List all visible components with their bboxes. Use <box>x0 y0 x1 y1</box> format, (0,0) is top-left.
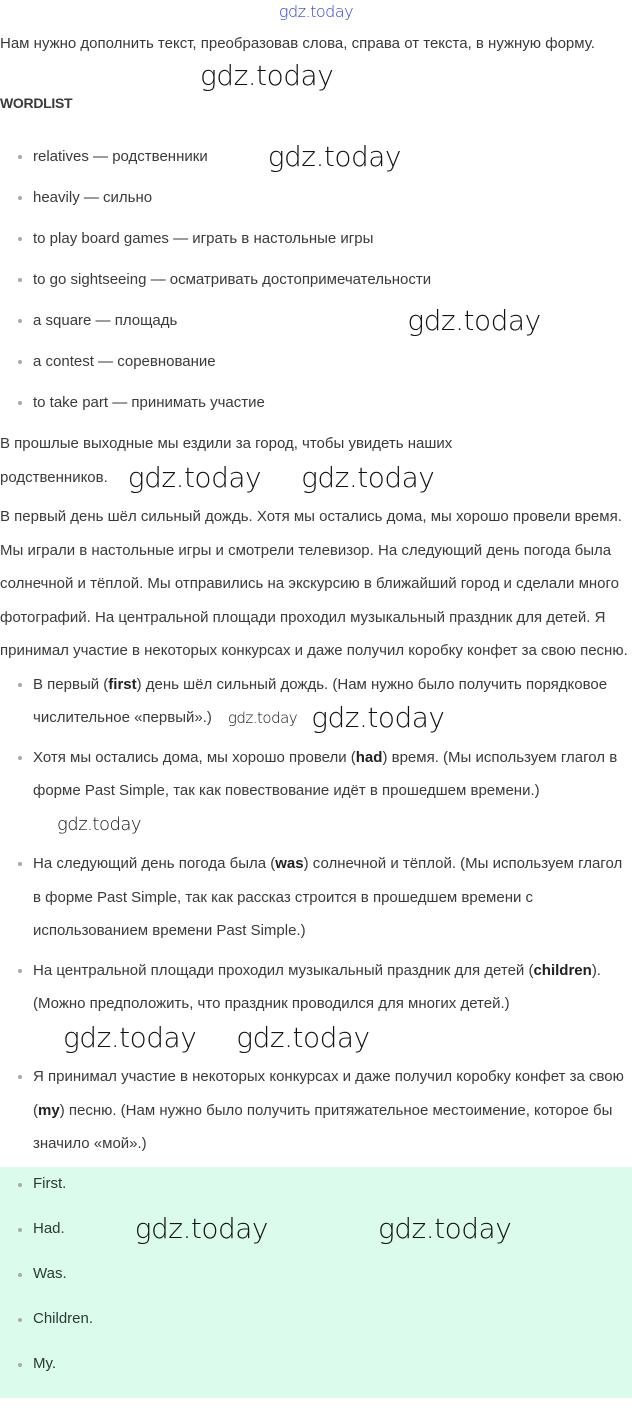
list-item: heavily — сильно <box>0 181 632 222</box>
intro-text: Нам нужно дополнить текст, преобразовав слова, справа от текста, в нужную форму. <box>0 35 595 52</box>
answer-text: Had. <box>33 1219 65 1237</box>
watermark: gdz.today <box>63 1020 197 1054</box>
watermark: gdz.today <box>227 708 298 727</box>
list-item <box>0 1060 628 1161</box>
watermark: gdz.today <box>134 1211 268 1245</box>
answer-word: children <box>533 961 592 979</box>
list-item <box>0 954 628 1055</box>
paragraph: В первый день шёл сильный дождь. Хотя мы остались дома, мы хорошо провели время. Мы играли в настольные игры и смотрели телевизор. На следующий день погода была солнечной и тёплой. Мы отправились на экскурсию в ближайший город и сделали много фотографий. На центральной площади проходил музыкальный праздник для детей. Я принимал участие в некоторых конкурсах и даже получил коробку конфет за свою песню. <box>0 508 628 659</box>
text: ). (Можно предположить, что праздник проводился для многих детей.) <box>33 961 601 1012</box>
text: ) день шёл сильный дождь. (Нам нужно было получить порядковое числительное «первый».) <box>33 675 608 726</box>
text: В первый ( <box>33 675 109 693</box>
paragraph-text: В прошлые выходные мы ездили за город, чтобы увидеть наших родственников. <box>0 435 453 486</box>
text: Я принимал участие в некоторых конкурсах и даже получил коробку конфет за свою ( <box>33 1068 624 1119</box>
text: ) время. (Мы используем глагол в форме Past Simple, так как повествование идёт в прошедшем времени.) <box>33 748 618 799</box>
list-item <box>0 304 632 345</box>
watermark: gdz.today <box>311 701 445 735</box>
answer-word: was <box>275 855 304 872</box>
text: Хотя мы остались дома, мы хорошо провели ( <box>33 748 356 766</box>
watermark: gdz.today <box>200 59 334 93</box>
answer-item: My. <box>0 1349 632 1394</box>
list-item: a contest — соревнование <box>0 345 632 386</box>
watermark: gdz.today <box>407 304 541 338</box>
answer-item: First. <box>0 1169 632 1214</box>
answer-word: had <box>355 748 383 766</box>
watermark: gdz.today <box>236 1020 370 1054</box>
text: На центральной площади проходил музыкальный праздник для детей ( <box>33 961 534 979</box>
text: ) песню. (Нам нужно было получить притяжательное местоимение, которое бы значило «мой».) <box>33 1101 613 1152</box>
wordlist-title: WORDLIST <box>0 95 73 111</box>
watermark: gdz.today <box>301 460 435 494</box>
answer-item: Children. <box>0 1304 632 1349</box>
list-item <box>0 847 628 948</box>
list-item: to take part — принимать участие <box>0 386 632 427</box>
answer-word: first <box>108 675 137 693</box>
watermark: gdz.today <box>127 460 262 494</box>
text: ) солнечной и тёплой. (Мы используем глагол в форме Past Simple, так как рассказ строится в прошедшем времени с использованием времени Past Simple.) <box>33 855 623 939</box>
watermark-top: gdz.today <box>278 2 354 21</box>
answers-box <box>0 1167 632 1398</box>
list-item: to go sightseeing — осматривать достопримечательности <box>0 263 632 304</box>
text: На следующий день погода была ( <box>33 855 276 872</box>
list-item <box>0 140 632 181</box>
wordlist <box>0 140 632 427</box>
intro-paragraph <box>0 28 630 92</box>
watermark: gdz.today <box>267 140 401 174</box>
answer-word: my <box>38 1101 60 1119</box>
word-text: a square — площадь <box>33 312 178 329</box>
explanation-list <box>0 668 628 1161</box>
list-item <box>0 668 628 735</box>
watermark: gdz.today <box>57 813 142 835</box>
list-item: to play board games — играть в настольные игры <box>0 222 632 263</box>
answer-item: Was. <box>0 1259 632 1304</box>
answer-item <box>0 1211 632 1259</box>
watermark: gdz.today <box>377 1211 512 1245</box>
word-text: relatives — родственники <box>33 148 208 165</box>
paragraph <box>0 427 520 494</box>
list-item <box>0 741 628 842</box>
watermark-top-row <box>0 0 632 28</box>
